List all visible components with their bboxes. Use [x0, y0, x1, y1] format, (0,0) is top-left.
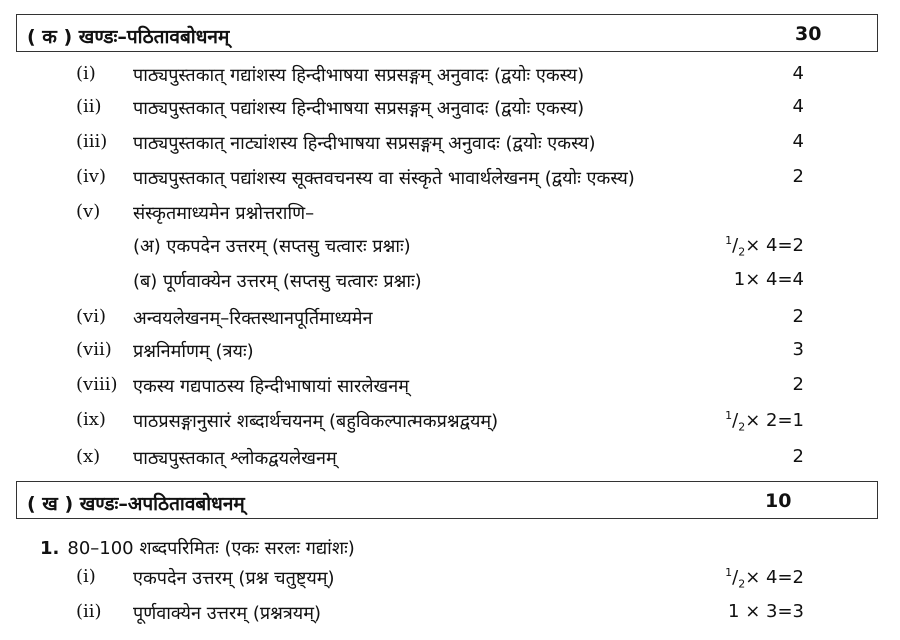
list-item [0, 339, 900, 369]
fraction-half: $^1/_2$ [725, 234, 746, 259]
item-number: (vii) [76, 339, 112, 360]
section-a-title: ( क ) खण्डः–पठितावबोधनम् [27, 26, 230, 48]
list-item [0, 269, 900, 299]
item-marks: 2 [792, 306, 804, 327]
item-number: (v) [76, 201, 101, 222]
list-item [0, 63, 900, 93]
section-a-header [16, 14, 878, 52]
item-text: पाठ्यपुस्तकात् श्लोकद्वयलेखनम् [133, 448, 337, 469]
item-number: (ii) [76, 96, 102, 117]
section-b-marks: 10 [765, 490, 792, 512]
list-item [0, 601, 900, 631]
item-marks: 4 [792, 96, 804, 117]
item-text: संस्कृतमाध्यमेन प्रश्नोत्तराणि– [133, 203, 315, 224]
question-1-text: 80–100 शब्दपरिमितः (एकः सरलः गद्यांशः) [67, 538, 355, 559]
item-marks: 3 [792, 339, 804, 360]
item-text: पाठप्रसङ्गानुसारं शब्दार्थचयनम् (बहुविकल्पात्मकप्रश्नद्वयम्) [133, 411, 499, 432]
item-marks: $^1/_2\times 2=1$ [725, 409, 804, 434]
item-text: एकस्य गद्यपाठस्य हिन्दीभाषायां सारलेखनम् [133, 376, 410, 397]
list-item [0, 201, 900, 231]
fraction-half: $^1/_2$ [725, 566, 746, 591]
list-item [0, 306, 900, 336]
list-item [0, 131, 900, 161]
list-item [0, 166, 900, 196]
item-number: (iv) [76, 166, 106, 187]
item-text: पूर्णवाक्येन उत्तरम् (प्रश्नत्रयम्) [133, 603, 321, 624]
item-text: पाठ्यपुस्तकात् गद्यांशस्य हिन्दीभाषया सप्रसङ्गम् अनुवादः (द्वयोः एकस्य) [133, 65, 585, 86]
item-text: (ब) पूर्णवाक्येन उत्तरम् (सप्तसु चत्वारः प्रश्नाः) [133, 271, 422, 292]
item-marks: 1 × 3=3 [728, 601, 804, 622]
question-1 [40, 536, 355, 560]
item-number: (ix) [76, 409, 106, 430]
item-number: (vi) [76, 306, 106, 327]
list-item [0, 96, 900, 126]
item-text: पाठ्यपुस्तकात् पद्यांशस्य सूक्तवचनस्य वा संस्कृते भावार्थलेखनम् (द्वयोः एकस्य) [133, 168, 635, 189]
list-item [0, 234, 900, 264]
question-1-number: 1. [40, 538, 60, 559]
section-b-title: ( ख ) खण्डः–अपठितावबोधनम् [27, 493, 245, 515]
list-item [0, 566, 900, 596]
list-item [0, 446, 900, 476]
item-marks: 4 [792, 131, 804, 152]
item-marks: 2 [792, 374, 804, 395]
item-number: (viii) [76, 374, 118, 395]
item-text: पाठ्यपुस्तकात् पद्यांशस्य हिन्दीभाषया सप्रसङ्गम् अनुवादः (द्वयोः एकस्य) [133, 98, 585, 119]
item-number: (i) [76, 63, 96, 84]
item-text: पाठ्यपुस्तकात् नाट्यांशस्य हिन्दीभाषया सप्रसङ्गम् अनुवादः (द्वयोः एकस्य) [133, 133, 596, 154]
item-marks: 2 [792, 166, 804, 187]
item-number: (iii) [76, 131, 108, 152]
item-text: अन्वयलेखनम्–रिक्तस्थानपूर्तिमाध्यमेन [133, 308, 373, 329]
item-number: (ii) [76, 601, 102, 622]
list-item [0, 374, 900, 404]
list-item [0, 409, 900, 439]
item-marks: $^1/_2\times 4=2$ [725, 566, 804, 591]
item-marks: $^1/_2\times 4=2$ [725, 234, 804, 259]
item-number: (x) [76, 446, 101, 467]
item-text: (अ) एकपदेन उत्तरम् (सप्तसु चत्वारः प्रश्नाः) [133, 236, 411, 257]
item-marks: 2 [792, 446, 804, 467]
item-marks: 4 [792, 63, 804, 84]
item-text: प्रश्ननिर्माणम् (त्रयः) [133, 341, 254, 362]
item-marks: 1× 4=4 [733, 269, 804, 290]
item-text: एकपदेन उत्तरम् (प्रश्न चतुष्ट्यम्) [133, 568, 335, 589]
section-b-header [16, 481, 878, 519]
fraction-half: $^1/_2$ [725, 409, 746, 434]
item-number: (i) [76, 566, 96, 587]
section-a-marks: 30 [795, 23, 822, 45]
